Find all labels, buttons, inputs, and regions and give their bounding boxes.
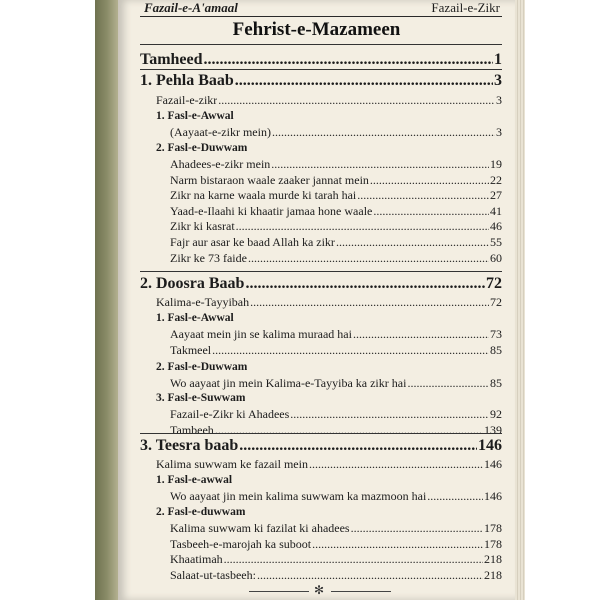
toc-entry-label: Tasbeeh-e-marojah ka suboot [170,536,312,551]
toc-entry-label: Khaatimah [170,552,223,567]
toc-entry [140,235,502,250]
divider [140,271,502,272]
toc-subheading: Kalima suwwam ke fazail mein ..... 146 [140,457,502,472]
toc-entry-page: 178 [484,536,502,551]
toc-entry [140,552,502,567]
toc-entry [140,489,502,504]
toc-section: 1. Fasl-e-awwal [156,474,233,486]
toc-entry-page: 22 [490,172,502,187]
toc-section: 2. Fasl-e-Duwwam [156,142,248,154]
toc-chapter-2: 2. Doosra Baab ..... 72 [140,275,502,293]
ornament-divider: ✻ [220,583,420,598]
divider [140,44,502,45]
toc-entry-page: 218 [484,567,502,582]
toc-entry [140,204,502,219]
toc-entry [140,327,502,342]
toc-entry-page: 19 [490,157,502,171]
toc-entry [140,521,502,536]
toc-entry-page: 85 [490,342,502,357]
toc-entry-page: 27 [490,188,502,203]
toc-entry-page: 60 [490,250,502,265]
toc-entry-label: Tambeeh [170,422,214,437]
toc-entry [140,125,502,140]
running-head-left: Fazail-e-A'amaal [144,0,238,15]
divider [140,433,502,434]
toc-subheading: Fazail-e-zikr ..... 3 [140,93,502,108]
toc-entry-label: (Aayaat-e-zikr mein) [170,125,271,139]
toc-section: 1. Fasl-e-Awwal [156,312,234,324]
toc-entry [140,251,502,266]
toc-subheading: Kalima-e-Tayyibah ..... 72 [140,295,502,310]
toc-entry-page: 46 [490,219,502,234]
toc-entry [140,173,502,188]
toc-entry-page: 139 [484,422,502,437]
toc-entry-label: Fajr aur asar ke baad Allah ka zikr [170,235,335,249]
toc-entry [140,407,502,422]
toc-entry-label: Zikr ke 73 faide [170,250,247,265]
toc-entry-label: Zikr na karne waala murde ki tarah hai [170,188,357,203]
toc-entry-page: 178 [484,521,502,535]
toc-entry-label: Kalima suwwam ki fazilat ki ahadees [170,521,350,535]
toc-entry-label: Wo aayaat jin mein Kalima-e-Tayyiba ka zikr hai [170,376,407,390]
toc-entry-page: 146 [484,489,502,503]
toc-entry [140,537,502,552]
toc-section: 2. Fasl-e-Duwwam [156,361,248,373]
toc-entry-label: Zikr ki kasrat [170,219,235,234]
toc-entry-label: Narm bistaraon waale zaaker jannat mein [170,172,369,187]
toc-entry-label: Fazail-e-Zikr ki Ahadees [170,407,290,421]
toc-entry [140,188,502,203]
toc-section: 2. Fasl-e-duwwam [156,506,246,518]
toc-chapter-1: 1. Pehla Baab ..... 3 [140,72,502,90]
toc-entry-page: 218 [484,552,502,567]
toc-entry [140,423,502,438]
toc-entry-label: Salaat-ut-tasbeeh: [170,567,256,582]
divider [140,69,502,70]
toc-entry-page: 55 [490,235,502,249]
toc-section: 3. Fasl-e-Suwwam [156,392,246,404]
toc-section: 1. Fasl-e-Awwal [156,110,234,122]
toc-entry-page: 85 [490,376,502,390]
toc-entry-page: 3 [496,125,502,139]
toc-entry-label: Takmeel [170,342,212,357]
toc-entry [140,376,502,391]
toc-entry [140,568,502,583]
toc-chapter-3: 3. Teesra baab ..... 146 [140,437,502,455]
running-head [140,0,502,17]
toc-entry-label: Yaad-e-Ilaahi ki khaatir jamaa hone waale [170,203,373,218]
toc-entry-label: Ahadees-e-zikr mein [170,157,271,171]
toc-entry-page: 92 [490,407,502,421]
toc-entry-page: 73 [490,327,502,341]
toc-entry [140,219,502,234]
toc-entry [140,157,502,172]
toc-entry-page: 41 [490,203,502,218]
toc-entry [140,343,502,358]
toc-entry-label: Wo aayaat jin mein kalima suwwam ka mazmoon hai [170,489,427,503]
page-edges [515,0,525,600]
toc-entry-label: Aayaat mein jin se kalima muraad hai [170,327,352,341]
running-head-right: Fazail-e-Zikr [431,0,500,15]
toc-chapter-tamheed: Tamheed ..... 1 [140,51,502,69]
page-title: Fehrist-e-Mazameen [232,19,401,40]
